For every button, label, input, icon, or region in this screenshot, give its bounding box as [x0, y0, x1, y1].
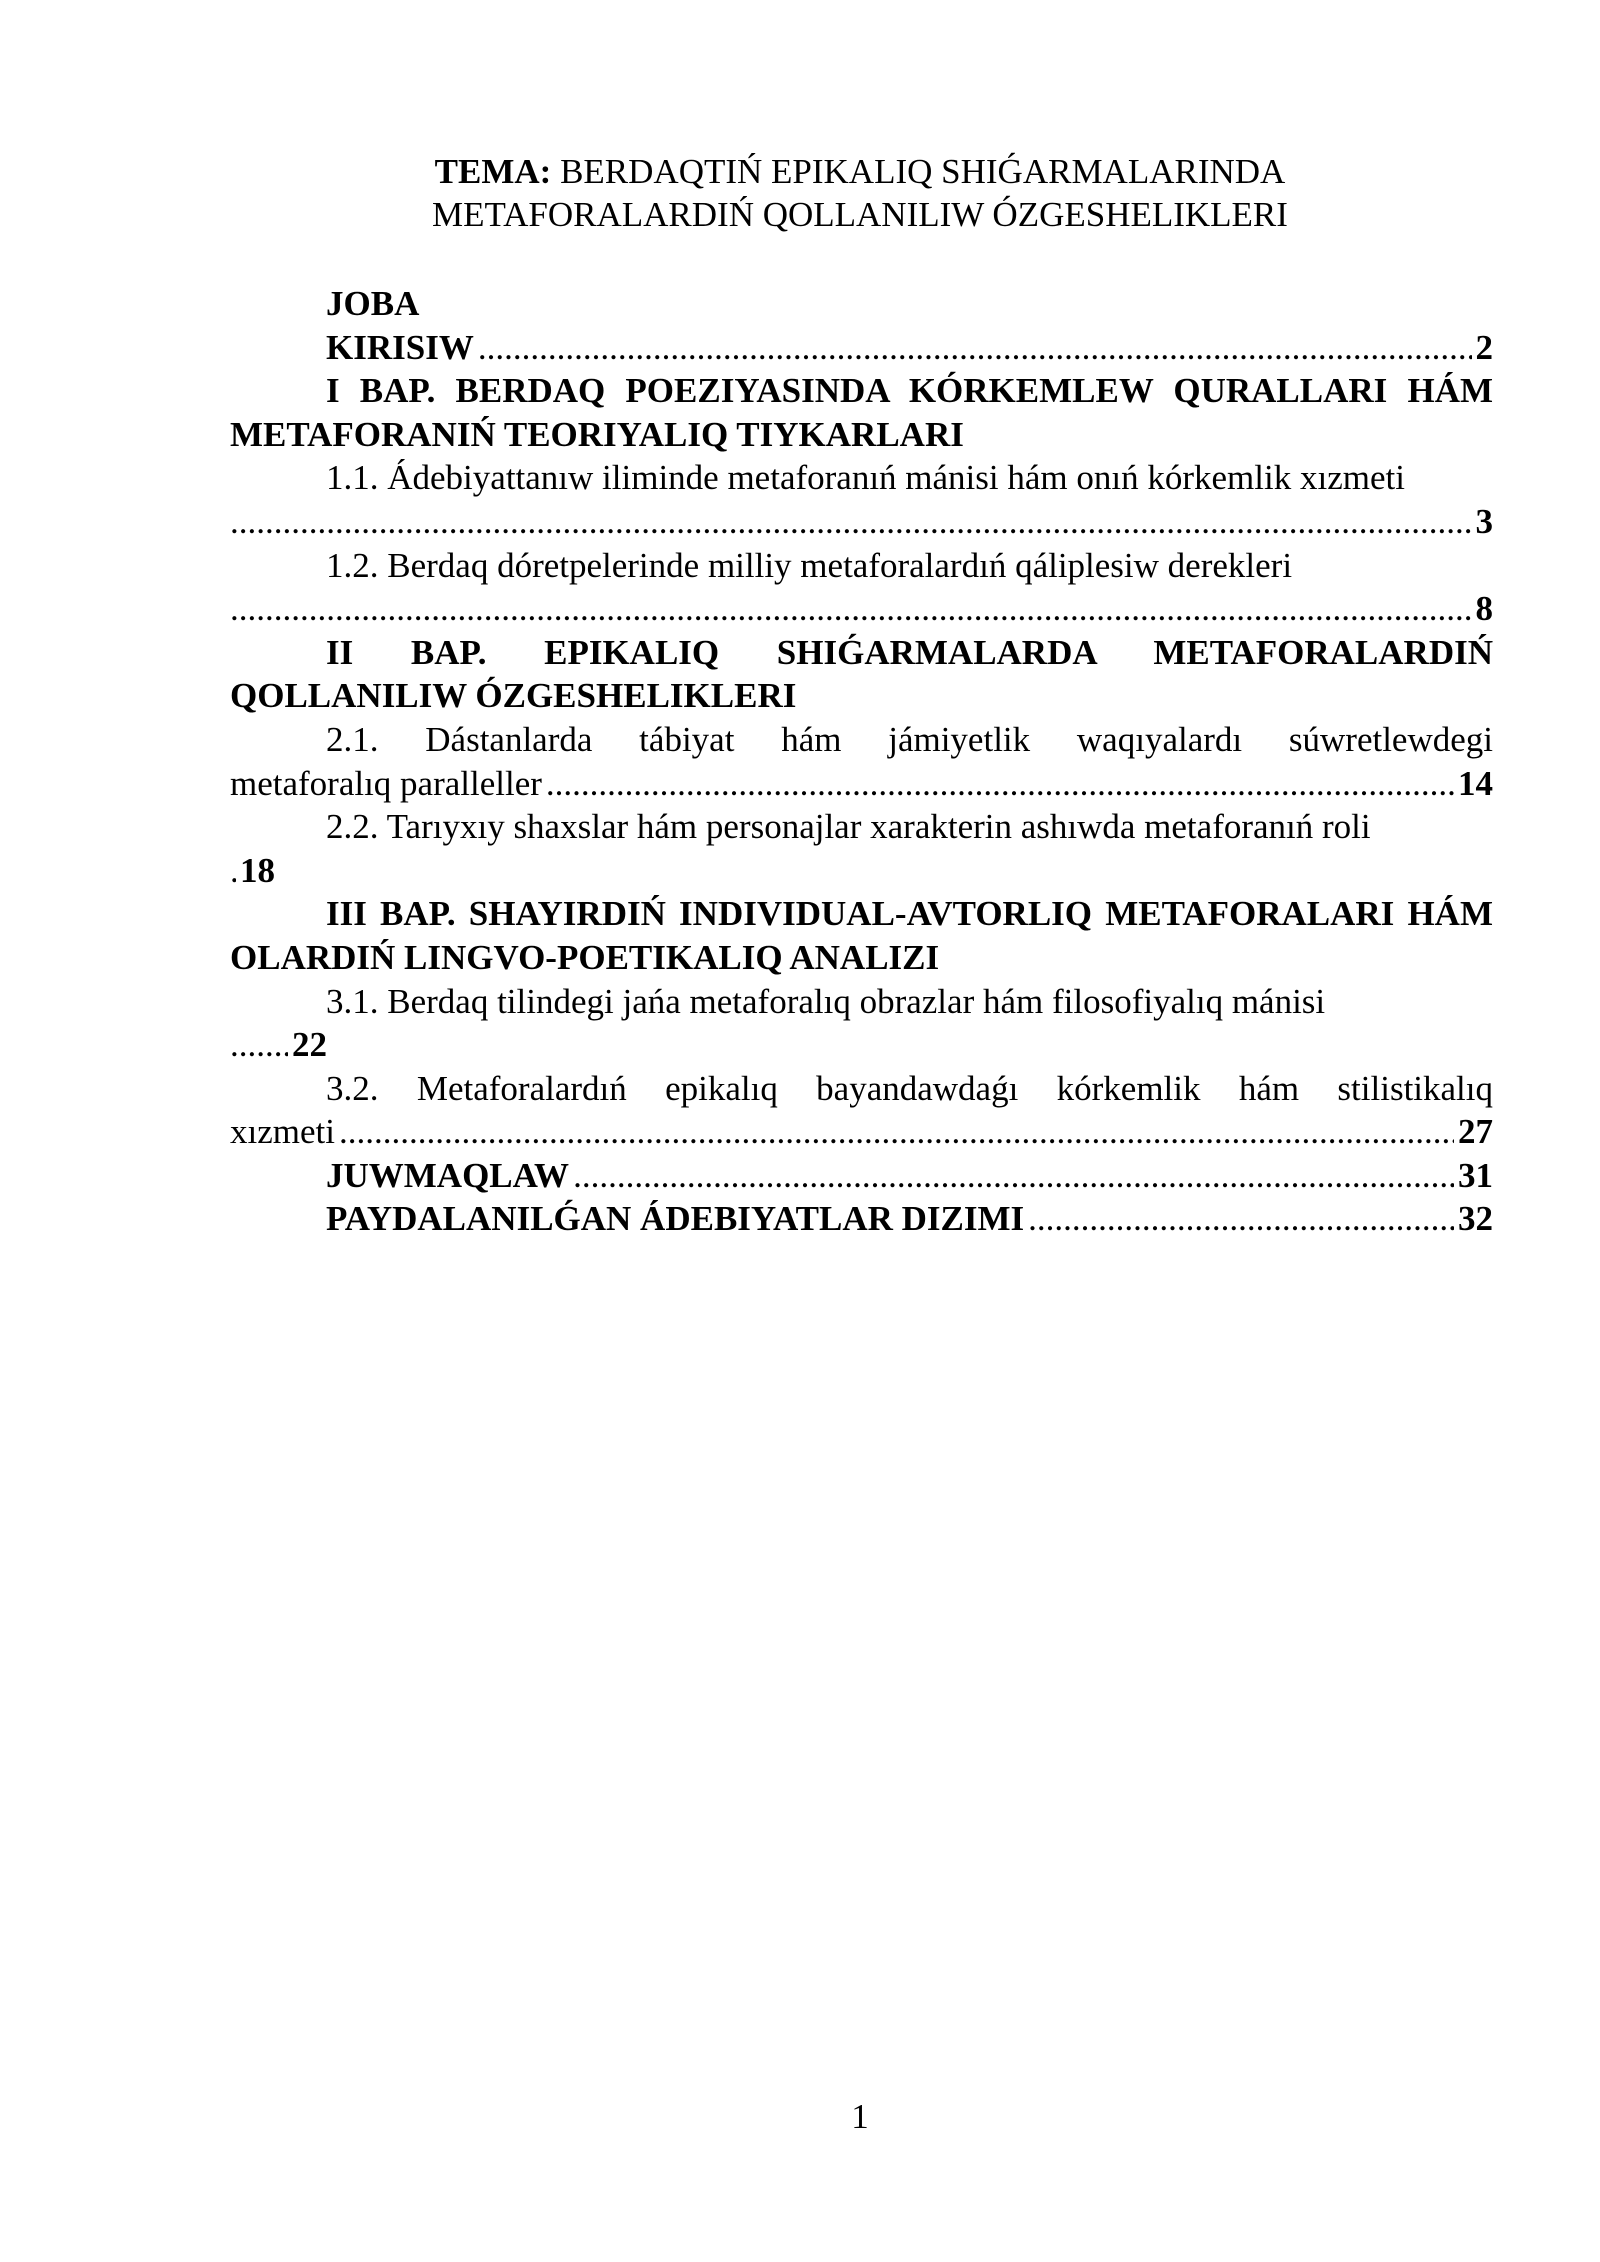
toc-page-number: 31: [1458, 1155, 1493, 1195]
toc-entry-2-1-leader: [230, 762, 1493, 806]
dot-leader: [230, 1023, 288, 1067]
title-line-1: [230, 150, 1490, 193]
dot-leader: [1028, 1197, 1454, 1241]
toc-page-number: 32: [1458, 1199, 1493, 1239]
dot-leader: [339, 1110, 1454, 1154]
toc-entry-text-continued: metaforalıq paralleller: [230, 763, 542, 803]
toc-entry-label: JUWMAQLAW: [326, 1155, 570, 1195]
toc-page-number: 27: [1458, 1112, 1493, 1152]
toc-page-number: 2: [1475, 327, 1493, 367]
toc-page-number: 3: [1475, 501, 1493, 541]
dot-leader: [546, 762, 1454, 806]
toc-entry-1-1[interactable]: 1.1. Ádebiyattanıw iliminde metaforanıń mánisi hám onıń kórkemlik xızmeti: [326, 458, 1405, 498]
toc-entry-text-continued: xızmeti: [230, 1112, 335, 1152]
toc-heading: JOBA: [326, 284, 420, 323]
toc-entry-2-2-leader: [230, 849, 1493, 893]
document-title: [230, 150, 1490, 236]
toc-entry-bibliography[interactable]: [230, 1197, 1493, 1241]
title-label: TEMA:: [434, 152, 552, 191]
toc-entry-1-2[interactable]: 1.2. Berdaq dóretpelerinde milliy metaforalardıń qáliplesiw derekleri: [326, 545, 1293, 585]
toc-entry-3-2-leader: [230, 1110, 1493, 1154]
toc-entry-intro[interactable]: [230, 326, 1493, 370]
toc-entry-2-1[interactable]: 2.1. Dástanlarda tábiyat hám jámiyetlik waqıyalardı súwretlewdegi: [326, 719, 1493, 759]
toc-entry-label: PAYDALANILǴAN ÁDEBIYATLAR DIZIMI: [326, 1199, 1025, 1239]
toc-page-number: 14: [1458, 763, 1493, 803]
toc-entry-3-1-leader: [230, 1023, 1493, 1067]
chapter-2-heading[interactable]: II BAP. EPIKALIQ SHIǴARMALARDA METAFORALARDIŃ QOLLANILIW ÓZGESHELIKLERI: [230, 632, 1493, 716]
dot-leader: [573, 1154, 1454, 1198]
dot-leader: [230, 587, 1472, 631]
toc-entry-conclusion[interactable]: [230, 1154, 1493, 1198]
toc-entry-3-2[interactable]: 3.2. Metaforalardıń epikalıq bayandawdaǵı kórkemlik hám stilistikalıq: [326, 1068, 1493, 1108]
toc-entry-1-2-leader: [230, 587, 1493, 631]
page-number: 1: [851, 2097, 869, 2136]
toc-entry-1-1-leader: [230, 500, 1493, 544]
toc-page-number: 22: [292, 1025, 327, 1065]
toc-entry-label: KIRISIW: [326, 327, 474, 367]
toc-page-number: 8: [1475, 589, 1493, 629]
title-text-1: BERDAQTIŃ EPIKALIQ SHIǴARMALARINDA: [560, 152, 1286, 191]
chapter-3-heading[interactable]: III BAP. SHAYIRDIŃ INDIVIDUAL-AVTORLIQ METAFORALARI HÁM OLARDIŃ LINGVO-POETIKALIQ ANALIZI: [230, 894, 1493, 977]
toc-page-number: 18: [240, 850, 275, 890]
toc-entry-3-1[interactable]: 3.1. Berdaq tilindegi jańa metaforalıq obrazlar hám filosofiyalıq mánisi: [326, 981, 1326, 1021]
toc-entry-2-2[interactable]: 2.2. Tarıyxıy shaxslar hám personajlar xarakterin ashıwda metaforanıń roli: [326, 807, 1371, 847]
chapter-1-heading[interactable]: I BAP. BERDAQ POEZIYASINDA KÓRKEMLEW QURALLARI HÁM METAFORANIŃ TEORIYALIQ TIYKARLARI: [230, 371, 1493, 454]
dot-leader: [230, 849, 236, 893]
table-of-contents: [230, 282, 1493, 1241]
dot-leader: [478, 326, 1472, 370]
title-line-2: METAFORALARDIŃ QOLLANILIW ÓZGESHELIKLERI: [432, 195, 1288, 234]
dot-leader: [230, 500, 1472, 544]
